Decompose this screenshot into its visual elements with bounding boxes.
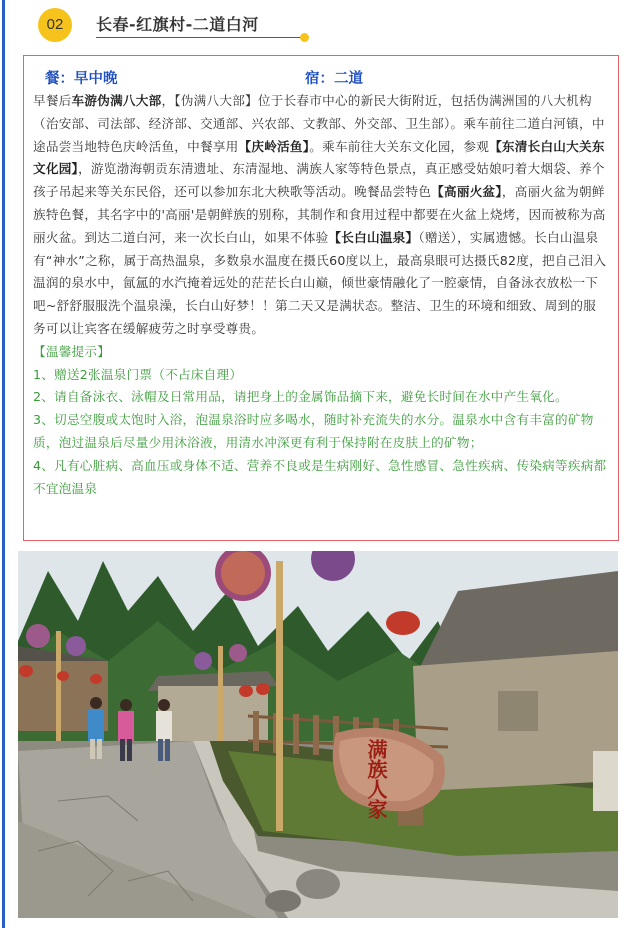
- description-text: ，高丽火盆为朝鲜族特色餐，其名字中的'高丽'是朝鲜族的别称，其制作和食用过程中都要在火盆上烧烤，因而被称为高丽火盆。到达二道白河，来一次长白山，如果不体验: [33, 184, 606, 245]
- tips-list: [33, 364, 608, 501]
- title-underline: [96, 37, 306, 38]
- meal-info: 餐：早中晚: [45, 71, 118, 87]
- itinerary-description: [33, 90, 608, 341]
- description-paragraph: [33, 90, 608, 341]
- description-text: 早餐后: [33, 93, 72, 108]
- tip-item: 4、凡有心脏病、高血压或身体不适、营养不良或是生病刚好、急性感冒、急性疾病、传染病等疾病都不宜泡温泉: [33, 457, 607, 496]
- section-header: [38, 8, 338, 44]
- section-title: 长春-红旗村-二道白河: [96, 15, 259, 34]
- tip-item: 1、赠送2张温泉门票（不占床自理）: [33, 366, 243, 382]
- stay-info: 宿：二道: [305, 71, 363, 87]
- highlight-text: 车游伪满八大部: [71, 93, 162, 108]
- meal-stay-row: [33, 64, 608, 90]
- tip-item: 3、切忌空腹或太饱时入浴，泡温泉浴时应多喝水，随时补充流失的水分。温泉水中含有丰富的矿物质，泡过温泉后尽量少用沐浴液，用清水冲深更有利于保持附在皮肤上的矿物；: [33, 412, 594, 450]
- description-text: ，【伪满八大部】位于长春市中心的新民大街附近，包括伪满洲国的八大机构（治安部、司法部、经济部、交通部、兴农部、文教部、外交部、卫生部）。乘车前往二道白河镇，中途品尝当地特色庆岭活鱼，中餐享用: [33, 93, 605, 154]
- highlight-text: 【庆岭活鱼】: [238, 138, 310, 154]
- tip-item: 2、请自备泳衣、泳帽及日常用品，请把身上的金属饰品摘下来，避免长时间在水中产生氧化。: [33, 389, 568, 405]
- highlight-text: 【东清长白山大关东文化园】: [33, 138, 605, 177]
- highlight-text: 【高丽火盆】: [431, 184, 502, 200]
- description-text: 。乘车前往大关东文化园，参观: [309, 138, 490, 154]
- left-accent-rule: [2, 0, 5, 928]
- description-text: ，游览渤海朝贡东清遗址、东清湿地、满族人家等特色景点，真正感受姑娘叼着大烟袋、养个孩子吊起来等关东民俗，还可以参加东北大秧歌等活动。晚餐品尝特色: [33, 161, 605, 200]
- stone-inscription: 满族人家: [364, 739, 388, 819]
- day-number-badge: 02: [38, 8, 72, 42]
- village-photo: [18, 551, 618, 918]
- tips-heading: 【温馨提示】: [33, 343, 111, 359]
- highlight-text: 【长白山温泉】: [328, 229, 419, 245]
- itinerary-panel: [23, 55, 619, 541]
- description-text: （赠送），实属遗憾。长白山温泉有“神水”之称，属于高热温泉，多数泉水温度在摄氏60度以上，最高泉眼可达摄氏82度，把自己泪入温润的泉水中，氤氲的水汽掩着远处的茫茫长白山巅，倾世豪情融化了一腔豪情，自备泳衣放松一下吧~舒舒服服洗个温泉澡，长白山好梦！！第二天又是满状态。整洁、卫生的环境和细致、周到的服务可以让宾客在缓解疲劳之时享受尊贵。: [33, 229, 607, 336]
- underline-dot: [300, 33, 309, 42]
